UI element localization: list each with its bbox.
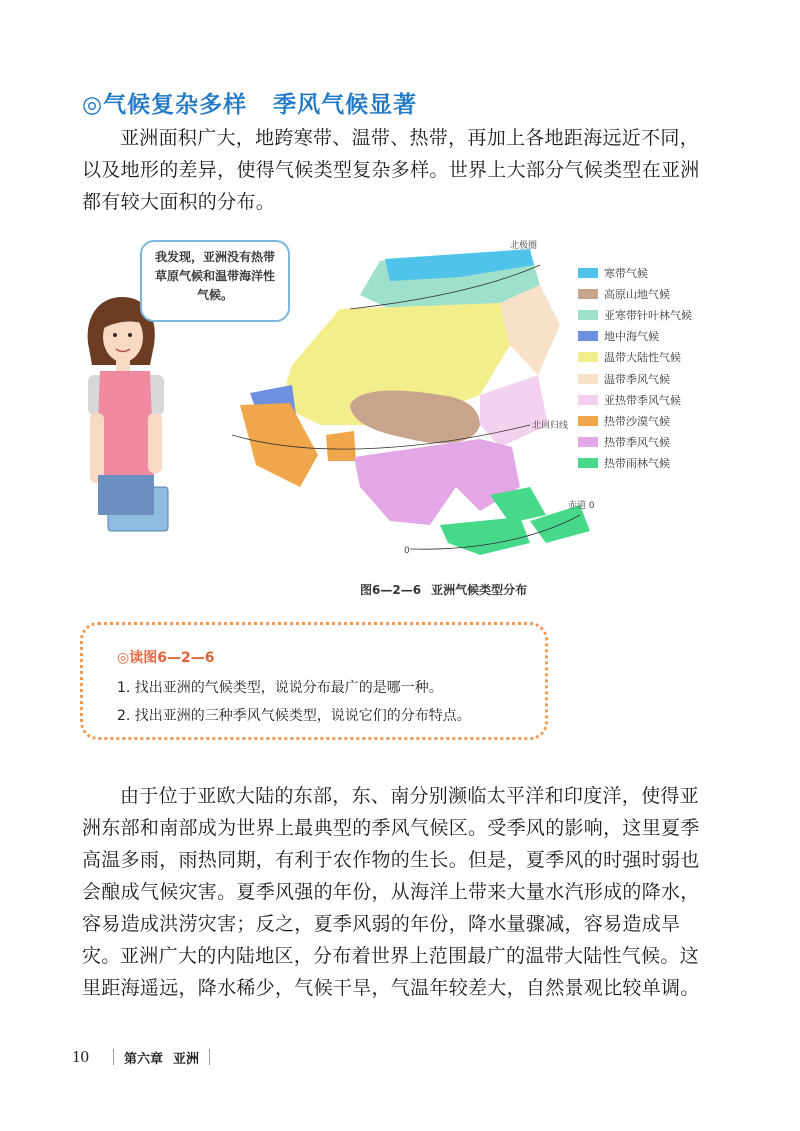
figure-title: 亚洲气候类型分布 [431, 583, 528, 597]
region-desert-2 [326, 431, 356, 461]
paragraph-intro [82, 122, 712, 218]
legend-swatch [578, 416, 598, 426]
legend-label: 热带季风气候 [604, 436, 670, 450]
region-rainforest-1 [440, 517, 530, 555]
reading-question-2: 2. 找出亚洲的三种季风气候类型，说说它们的分布特点。 [117, 708, 471, 724]
section-heading-part2: 季风气候显著 [273, 92, 418, 118]
page-footer [72, 1047, 220, 1067]
legend-swatch [578, 268, 598, 278]
reading-activity-box [80, 622, 548, 740]
legend-item [578, 283, 728, 304]
equator-label: 赤道 0 [568, 501, 595, 511]
legend-swatch [578, 458, 598, 468]
page-number: 10 [72, 1047, 89, 1066]
paragraph-monsoon-text: 由于位于亚欧大陆的东部，东、南分别濒临太平洋和印度洋，使得亚洲东部和南部成为世界上最典型的季风气候区。受季风的影响，这里夏季高温多雨，雨热同期，有利于农作物的生长。但是，夏季风的时强时弱也会酿成气候灾害。夏季风强的年份，从海洋上带来大量水汽形成的降水，容易造成洪涝灾害；反之，夏季风弱的年份，降水量骤减，容易造成旱灾。 [82, 785, 700, 967]
legend-item [578, 368, 728, 389]
legend-item [578, 432, 728, 453]
tropic-label: 北回归线 [532, 421, 569, 431]
legend-label: 高原山地气候 [604, 287, 670, 301]
legend-label: 热带雨林气候 [604, 457, 670, 471]
legend-item [578, 326, 728, 347]
speech-bubble-text: 我发现，亚洲没有热带草原气候和温带海洋性气候。 [154, 250, 275, 302]
zero-label: 0 [404, 546, 410, 556]
paragraph-intro-text: 亚洲面积广大，地跨寒带、温带、热带，再加上各地距海远近不同，以及地形的差异，使得气候类型复杂多样。世界上大部分气候类型在亚洲都有较大面积的分布。 [82, 127, 700, 213]
section-heading-icon: ◎ [82, 92, 104, 118]
chapter-title: 亚洲 [173, 1051, 200, 1067]
legend-swatch [578, 352, 598, 362]
legend-swatch [578, 395, 598, 405]
legend-item [578, 389, 728, 410]
legend-label: 温带季风气候 [604, 372, 670, 386]
legend-swatch [578, 289, 598, 299]
reading-activity-title: ◎读图6—2—6 [117, 650, 215, 666]
legend-label: 亚寒带针叶林气候 [604, 308, 692, 322]
legend-label: 热带沙漠气候 [604, 414, 670, 428]
legend-item [578, 304, 728, 325]
speech-bubble [140, 240, 290, 322]
section-heading-part1: 气候复杂多样 [103, 92, 248, 118]
legend-label: 温带大陆性气候 [604, 351, 681, 365]
paragraph-continental [82, 940, 712, 1004]
legend-item [578, 347, 728, 368]
paragraph-continental-text: 亚洲广大的内陆地区，分布着世界上范围最广的温带大陆性气候。这里距海遥远，降水稀少，气候干旱，气温年较差大，自然景观比较单调。 [82, 945, 700, 999]
region-subtropical-monsoon [480, 375, 548, 447]
arctic-circle-label: 北极圈 [510, 241, 538, 251]
legend-swatch [578, 437, 598, 447]
legend-item [578, 262, 728, 283]
footer-divider [113, 1049, 114, 1065]
chapter-label [124, 1048, 199, 1067]
legend-item [578, 453, 728, 474]
footer-divider [209, 1049, 210, 1065]
map-legend [578, 262, 728, 474]
figure-caption [360, 581, 527, 598]
legend-swatch [578, 310, 598, 320]
region-tropical-monsoon [354, 439, 520, 525]
legend-swatch [578, 331, 598, 341]
legend-item [578, 410, 728, 431]
legend-swatch [578, 374, 598, 384]
chapter-number: 第六章 [124, 1051, 164, 1067]
legend-label: 亚热带季风气候 [604, 393, 681, 407]
figure-number: 图6—2—6 [360, 583, 422, 597]
section-heading [82, 86, 417, 119]
legend-label: 地中海气候 [604, 330, 659, 344]
reading-question-1: 1. 找出亚洲的气候类型，说说分布最广的是哪一种。 [117, 680, 443, 696]
legend-label: 寒带气候 [604, 266, 648, 280]
girl-illustration [88, 297, 168, 531]
